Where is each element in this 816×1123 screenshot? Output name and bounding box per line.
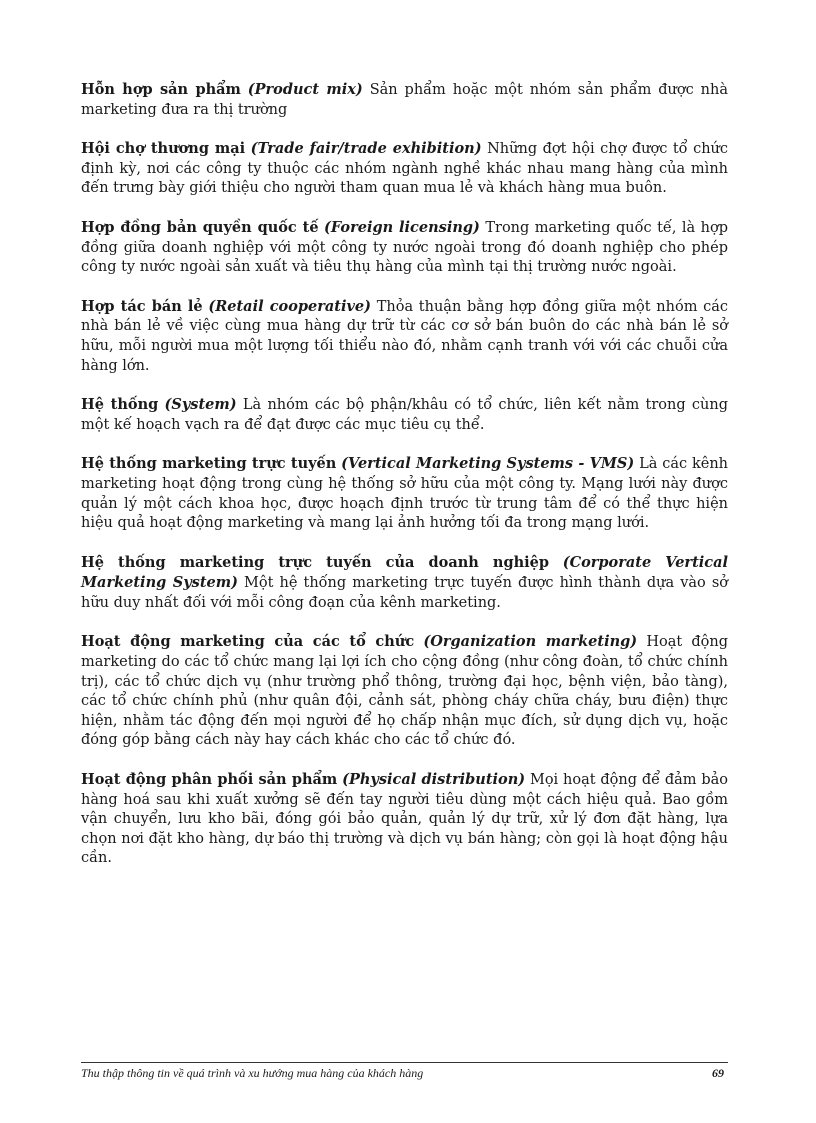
entry-definition: Một hệ thống marketing trực tuyến được hình thành dựa vào sở hữu duy nhất đối với mỗi công đoạn của kênh marketing. bbox=[81, 575, 729, 611]
entry-english-term: (Vertical Marketing Systems - VMS) bbox=[341, 455, 635, 473]
entry-term: Hoạt động marketing của các tổ chức bbox=[81, 633, 415, 651]
footer-divider bbox=[81, 1062, 728, 1063]
page-number: 69 bbox=[712, 1066, 724, 1080]
glossary-content bbox=[81, 80, 728, 888]
glossary-entry bbox=[81, 80, 728, 120]
entry-term: Hệ thống marketing trực tuyến bbox=[81, 455, 337, 473]
entry-definition: Là các kênh marketing hoạt động trong cùng hệ thống sở hữu của một công ty. Mạng lưới này được quản lý một cách khoa học, được hoạch định trước từ trung tâm để có thể thực hiện hiệu quả hoạt động marketing và mang lại ảnh hưởng tối đa trong mạng lưới. bbox=[81, 456, 728, 532]
glossary-entry bbox=[81, 770, 728, 869]
entry-term: Hợp đồng bản quyền quốc tế bbox=[81, 218, 319, 236]
entry-english-term: (Organization marketing) bbox=[423, 633, 638, 651]
entry-english-term: (Physical distribution) bbox=[342, 771, 526, 789]
glossary-entry bbox=[81, 139, 728, 199]
glossary-entry bbox=[81, 297, 728, 376]
glossary-entry bbox=[81, 454, 728, 533]
glossary-entry bbox=[81, 632, 728, 751]
entry-english-term: (Retail cooperative) bbox=[208, 297, 372, 315]
footer-title: Thu thập thông tin về quá trình và xu hướng mua hàng của khách hàng bbox=[81, 1066, 424, 1080]
entry-term: Hệ thống bbox=[81, 396, 159, 414]
entry-definition: Mọi hoạt động để đảm bảo hàng hoá sau khi xuất xưởng sẽ đến tay người tiêu dùng một cách hiệu quả. Bao gồm vận chuyển, lưu kho bãi, đóng gói bảo quản, quản lý dự trữ, xử lý đơn đặt hàng, lựa chọn nơi đặt kho hàng, dự báo thị trường và dịch vụ bán hàng; còn gọi là hoạt động hậu cần. bbox=[81, 772, 729, 867]
entry-term: Hội chợ thương mại bbox=[81, 140, 246, 158]
glossary-entry bbox=[81, 218, 728, 278]
entry-definition: Những đợt hội chợ được tổ chức định kỳ, nơi các công ty thuộc các nhóm ngành nghề khác nhau mang hàng của mình đến trưng bày giới thiệu cho người tham quan mua lẻ và khách hàng mua buôn. bbox=[81, 141, 728, 197]
entry-definition: Sản phẩm hoặc một nhóm sản phẩm được nhà marketing đưa ra thị trường bbox=[81, 82, 728, 118]
entry-term: Hoạt động phân phối sản phẩm bbox=[81, 771, 338, 789]
entry-definition: Trong marketing quốc tế, là hợp đồng giữa doanh nghiệp với một công ty nước ngoài trong đó doanh nghiệp cho phép công ty nước ngoài sản xuất và tiêu thụ hàng của mình tại thị trường nước ngoài. bbox=[81, 219, 729, 276]
entry-english-term: (Product mix) bbox=[247, 81, 363, 98]
entry-definition: Hoạt động marketing do các tổ chức mang lại lợi ích cho cộng đồng (như công đoàn, tổ chức chính trị), các tổ chức dịch vụ (như trường phổ thông, trường đại học, bệnh viện, bảo tàng), các tổ chức chính phủ (như quân đội, cảnh sát, phòng cháy chữa cháy, bưu điện) thực hiện, nhằm tác động đến mọi người để họ chấp nhận mục đích, sử dụng dịch vụ, hoặc đóng góp bằng cách này hay cách khác cho các tổ chức đó. bbox=[81, 634, 729, 749]
entry-term: Hệ thống marketing trực tuyến của doanh nghiệp bbox=[81, 553, 550, 571]
entry-english-term: (Foreign licensing) bbox=[324, 218, 480, 236]
entry-english-term: (Trade fair/trade exhibition) bbox=[250, 140, 482, 158]
page-footer bbox=[81, 1066, 728, 1081]
glossary-entry bbox=[81, 553, 728, 614]
entry-english-term: (Corporate Vertical Marketing System) bbox=[81, 553, 729, 592]
entry-term: Hợp tác bán lẻ bbox=[81, 297, 203, 315]
entry-english-term: (System) bbox=[164, 396, 237, 414]
glossary-entry bbox=[81, 395, 728, 435]
entry-definition: Là nhóm các bộ phận/khâu có tổ chức, liên kết nằm trong cùng một kế hoạch vạch ra để đạt được các mục tiêu cụ thể. bbox=[81, 397, 729, 433]
entry-definition: Thỏa thuận bằng hợp đồng giữa một nhóm các nhà bán lẻ về việc cùng mua hàng dự trữ từ các cơ sở bán buôn do các nhà bán lẻ sở hữu, mỗi người mua một lượng tối thiểu nào đó, nhằm cạnh tranh với với các chuỗi cửa hàng lớn. bbox=[81, 298, 729, 374]
entry-term: Hỗn hợp sản phẩm bbox=[81, 81, 241, 98]
